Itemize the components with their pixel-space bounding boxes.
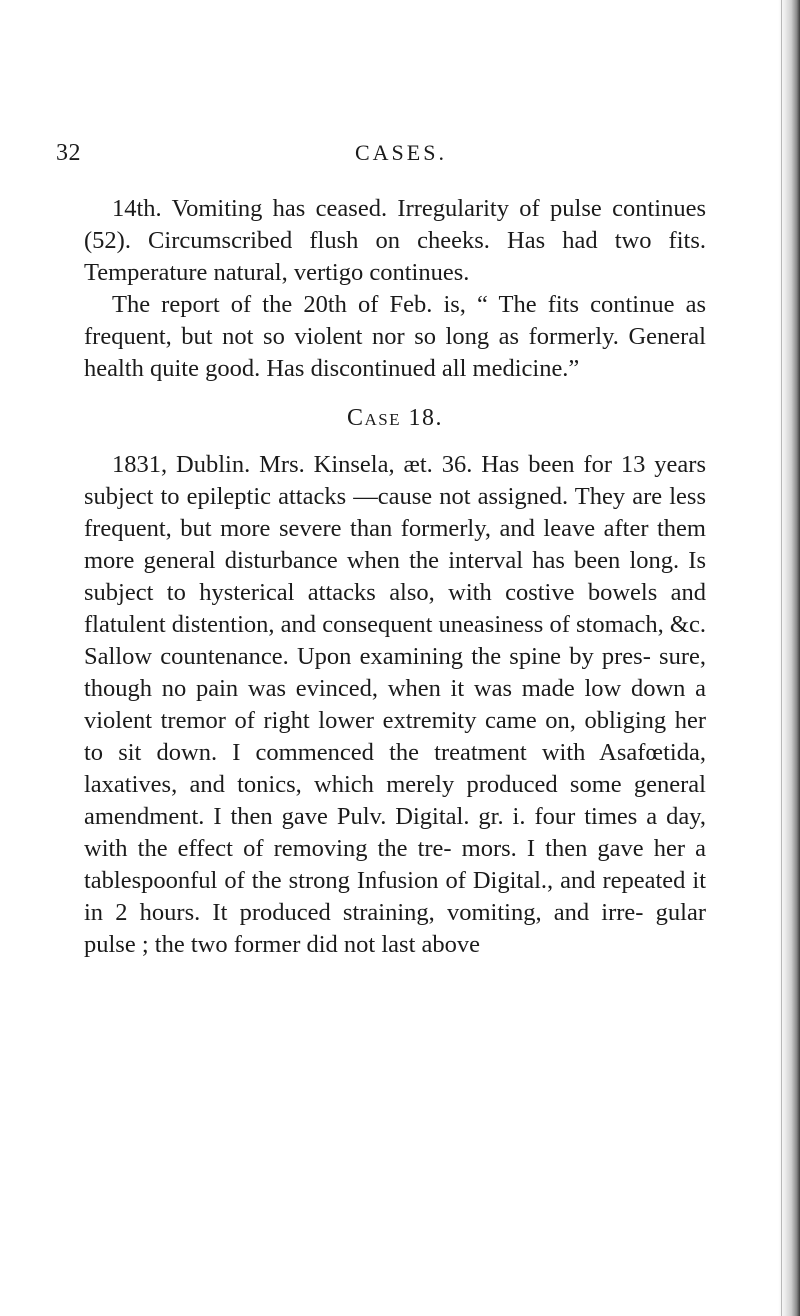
paragraph-case-18: 1831, Dublin. Mrs. Kinsela, æt. 36. Has been for 13 years subject to epileptic attacks —cause not assigned. They are less frequent, but more severe than formerly, and leave after them more general disturbance when the interval has been long. Is subject to hysterical attacks also, with costive bowels and flatulent distention, and consequent uneasiness of stomach, &c. Sallow countenance. Upon examining the spine by pres- sure, though no pain was evinced, when it was made low down a violent tremor of right lower extremity came on, obliging her to sit down. I commenced the treatment with Asafœtida, laxatives, and tonics, which merely produced some general amendment. I then gave Pulv. Digital. gr. i. four times a day, with the effect of removing the tre- mors. I then gave her a tablespoonful of the strong Infusion of Digital., and repeated it in 2 hours. It produced straining, vomiting, and irre- gular pulse ; the two former did not last above <box>84 451 706 958</box>
case-heading: Case 18. <box>346 405 444 431</box>
running-head: CASES. <box>355 140 447 165</box>
paragraph-14th-report: 14th. Vomiting has ceased. Irregularity of pulse continues (52). Circumscribed flush on cheeks. Has had two fits. Temperature natural, vertigo continues. <box>84 195 706 286</box>
body-text <box>84 193 706 961</box>
page-header <box>56 140 746 174</box>
paragraph-20th-feb-report: The report of the 20th of Feb. is, “ The fits continue as frequent, but not so violent nor so long as formerly. General health quite good. Has discontinued all medicine.” <box>84 291 706 382</box>
page-number: 32 <box>56 140 81 166</box>
page-edge-line <box>781 0 782 1316</box>
